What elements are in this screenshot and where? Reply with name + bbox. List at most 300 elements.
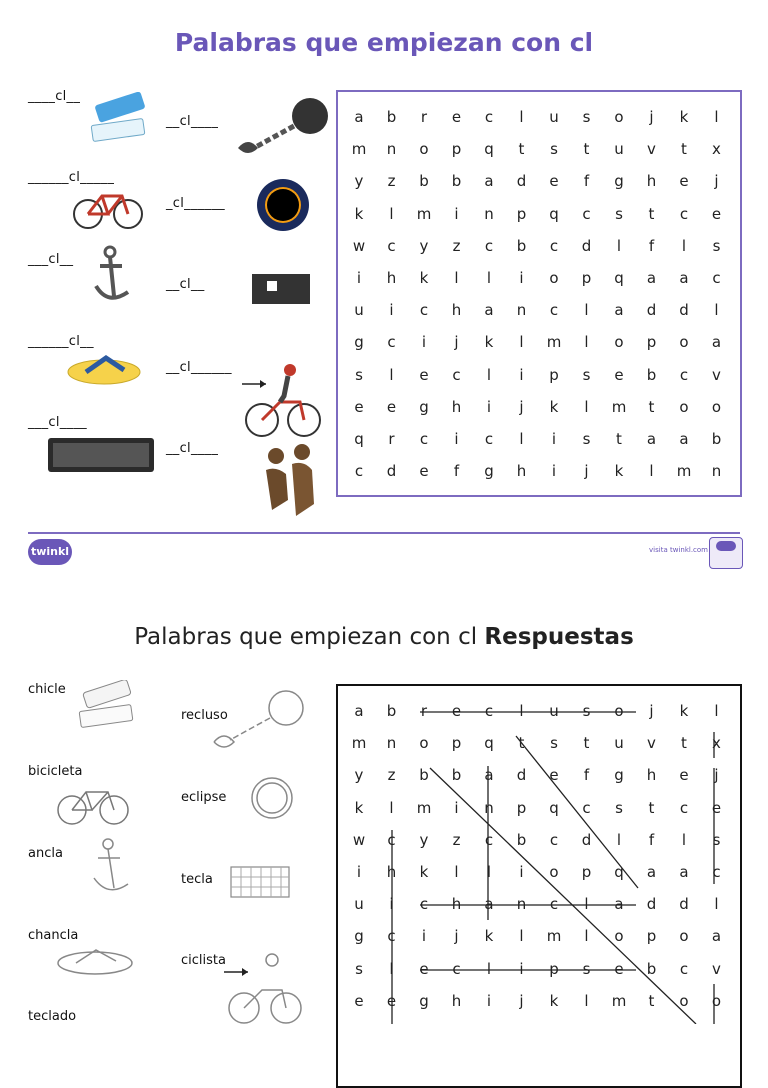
grid-letter: u	[354, 301, 364, 320]
grid-letter: g	[614, 172, 624, 191]
grid-letter: o	[614, 108, 624, 126]
grid-letter: o	[614, 702, 624, 720]
word-blank: __cl____	[166, 441, 219, 456]
grid-letter: y	[419, 236, 429, 255]
grid-letter: p	[549, 365, 559, 384]
grid-letter: e	[614, 365, 624, 384]
key-icon	[230, 866, 290, 898]
grid-letter: c	[419, 430, 429, 448]
grid-letter: c	[679, 798, 689, 817]
grid-letter: l	[681, 236, 687, 255]
grid-letter: t	[681, 734, 687, 753]
grid-letter: k	[419, 863, 429, 881]
grid-letter: s	[582, 702, 591, 720]
grid-letter: e	[549, 766, 559, 785]
answer-strike-lines	[336, 684, 740, 1024]
grid-letter: l	[584, 333, 589, 352]
grid-letter: l	[584, 301, 589, 320]
grid-letter: e	[386, 397, 397, 416]
grid-letter: c	[387, 236, 396, 255]
grid-letter: e	[419, 959, 429, 978]
grid-letter: a	[484, 301, 494, 320]
grid-letter: l	[714, 108, 719, 126]
grid-letter: n	[484, 204, 494, 223]
grid-letter: c	[484, 702, 494, 720]
grid-letter: q	[614, 269, 624, 287]
grid-letter: o	[711, 397, 722, 416]
grid-letter: x	[712, 140, 721, 159]
grid-letter: l	[714, 301, 719, 320]
quality-badge-icon	[709, 537, 743, 569]
bicycle-icon	[56, 782, 130, 828]
grid-letter: b	[516, 830, 527, 849]
grid-letter: t	[648, 204, 655, 223]
grid-letter: c	[549, 236, 559, 255]
grid-letter: a	[646, 430, 657, 448]
grid-letter: c	[484, 830, 494, 849]
word-blank: __cl______	[166, 360, 232, 375]
grid-letter: a	[614, 895, 624, 914]
grid-letter: i	[356, 863, 362, 881]
grid-letter: h	[646, 766, 657, 785]
grid-letter: a	[614, 301, 624, 320]
word-blank: ______cl__	[28, 334, 94, 349]
grid-letter: l	[584, 895, 589, 914]
grid-letter: c	[484, 430, 494, 448]
grid-letter: g	[614, 766, 624, 785]
grid-letter: i	[454, 430, 459, 448]
grid-letter: e	[711, 204, 722, 223]
grid-letter: t	[648, 397, 655, 416]
grid-letter: u	[614, 140, 624, 159]
grid-letter: l	[454, 269, 459, 287]
grid-letter: q	[549, 798, 559, 817]
grid-letter: n	[386, 140, 397, 159]
answer-word: teclado	[28, 1009, 77, 1024]
grid-letter: n	[484, 798, 494, 817]
grid-letter: h	[646, 172, 657, 191]
grid-letter: q	[484, 734, 494, 753]
grid-letter: s	[712, 830, 721, 849]
grid-letter: p	[581, 863, 592, 881]
grid-letter: l	[486, 269, 492, 287]
grid-letter: d	[646, 895, 657, 914]
grid-letter: u	[549, 108, 559, 126]
grid-letter: z	[387, 172, 396, 191]
grid-letter: m	[416, 798, 432, 817]
flip-flop-icon	[56, 944, 134, 978]
grid-letter: l	[714, 702, 719, 720]
grid-letter: k	[679, 702, 689, 720]
grid-letter: s	[615, 204, 623, 223]
grid-letter: b	[419, 766, 429, 785]
grid-letter: s	[355, 959, 363, 978]
grid-letter: o	[614, 333, 624, 352]
grid-letter: b	[711, 430, 722, 448]
grid-letter: u	[549, 702, 559, 720]
word-blank: ___cl__	[28, 252, 74, 267]
grid-letter: a	[711, 927, 722, 946]
grid-letter: u	[354, 895, 364, 914]
grid-letter: i	[486, 991, 492, 1010]
grid-letter: f	[583, 766, 590, 785]
grid-letter: i	[389, 895, 394, 914]
grid-letter: f	[583, 172, 590, 191]
grid-letter: k	[679, 108, 689, 126]
grid-letter: d	[679, 301, 689, 320]
grid-letter: e	[549, 172, 559, 191]
grid-letter: a	[354, 702, 364, 720]
grid-letter: p	[516, 204, 527, 223]
grid-letter: j	[649, 702, 654, 720]
grid-letter: k	[549, 991, 559, 1010]
grid-letter: b	[646, 959, 657, 978]
grid-letter: c	[452, 365, 461, 384]
grid-letter: l	[486, 365, 492, 384]
grid-letter: i	[551, 430, 557, 448]
grid-letter: e	[354, 991, 364, 1010]
grid-letter: h	[451, 397, 462, 416]
grid-letter: l	[584, 927, 589, 946]
bicycle-icon	[72, 186, 144, 232]
grid-letter: e	[419, 462, 429, 481]
grid-letter: b	[451, 766, 462, 785]
answers-title	[0, 624, 768, 650]
grid-letter: u	[614, 734, 624, 753]
anchor-icon	[88, 244, 134, 310]
grid-letter: l	[486, 959, 492, 978]
grid-letter: j	[454, 927, 459, 946]
keyboard-icon	[48, 438, 154, 472]
grid-letter: a	[679, 269, 689, 287]
grid-letter: i	[486, 397, 492, 416]
grid-letter: c	[419, 301, 429, 320]
grid-letter: e	[614, 959, 624, 978]
grid-letter: c	[419, 895, 429, 914]
visit-link[interactable]: visita twinkl.com	[649, 546, 708, 554]
grid-letter: i	[519, 959, 524, 978]
grid-letter: q	[354, 430, 364, 448]
grid-letter: t	[518, 734, 525, 753]
grid-letter: m	[611, 991, 627, 1010]
grid-letter: c	[452, 959, 461, 978]
word-blank: ____cl__	[28, 89, 81, 104]
answer-word: bicicleta	[28, 764, 83, 779]
grid-letter: g	[419, 397, 429, 416]
cyclist-icon	[240, 362, 324, 440]
grid-letter: i	[551, 462, 557, 481]
grid-letter: s	[582, 108, 591, 126]
grid-letter: q	[614, 863, 624, 881]
grid-letter: c	[387, 830, 396, 849]
grid-letter: j	[649, 108, 654, 126]
grid-letter: l	[389, 365, 394, 384]
grid-letter: b	[386, 702, 397, 720]
grid-letter: i	[421, 927, 427, 946]
grid-letter: l	[519, 702, 524, 720]
grid-letter: k	[614, 462, 624, 481]
grid-letter: a	[646, 863, 657, 881]
grid-letter: h	[451, 895, 462, 914]
grid-letter: r	[388, 430, 395, 448]
grid-letter: o	[679, 991, 689, 1010]
grid-letter: p	[451, 140, 462, 159]
grid-letter: l	[454, 863, 459, 881]
grid-letter: i	[389, 301, 394, 320]
grid-letter: a	[354, 108, 364, 126]
grid-letter: v	[647, 734, 656, 753]
grid-letter: l	[584, 397, 589, 416]
grid-letter: s	[582, 959, 591, 978]
grid-letter: s	[550, 734, 558, 753]
grid-letter: f	[648, 236, 655, 255]
grid-letter: s	[582, 365, 591, 384]
grid-letter: m	[351, 140, 367, 159]
grid-letter: c	[712, 863, 721, 881]
answer-word: tecla	[181, 872, 213, 887]
grid-letter: c	[549, 830, 559, 849]
grid-letter: j	[714, 172, 719, 191]
grid-letter: z	[387, 766, 396, 785]
grid-letter: o	[549, 863, 559, 881]
grid-letter: n	[516, 895, 527, 914]
grid-letter: i	[519, 269, 524, 287]
grid-letter: m	[676, 462, 692, 481]
grid-letter: b	[646, 365, 657, 384]
grid-letter: c	[354, 462, 364, 481]
grid-letter: k	[354, 204, 364, 223]
grid-letter: c	[679, 959, 689, 978]
grid-letter: p	[549, 959, 559, 978]
cyclist-icon	[222, 952, 306, 1024]
grid-letter: k	[484, 927, 494, 946]
grid-letter: b	[419, 172, 429, 191]
grid-letter: i	[356, 269, 362, 287]
grid-letter: a	[679, 430, 689, 448]
anchor-icon	[88, 836, 132, 902]
word-blank: __cl__	[166, 277, 205, 292]
grid-letter: p	[516, 798, 527, 817]
grid-letter: e	[711, 798, 722, 817]
grid-letter: h	[451, 301, 462, 320]
grid-letter: l	[616, 236, 622, 255]
grid-letter: m	[546, 927, 562, 946]
grid-letter: l	[519, 333, 524, 352]
chewing-gum-icon	[76, 680, 138, 736]
grid-letter: g	[484, 462, 494, 481]
grid-letter: c	[712, 269, 721, 287]
grid-letter: g	[354, 333, 364, 352]
grid-letter: c	[582, 204, 591, 223]
grid-letter: k	[484, 333, 494, 352]
grid-letter: j	[519, 991, 524, 1010]
grid-letter: h	[516, 462, 527, 481]
grid-letter: t	[583, 734, 590, 753]
grid-letter: l	[681, 830, 687, 849]
grid-letter: d	[581, 236, 592, 255]
grid-letter: i	[519, 365, 524, 384]
grid-letter: l	[519, 927, 524, 946]
grid-letter: m	[546, 333, 562, 352]
grid-letter: w	[352, 830, 366, 849]
grid-letter: f	[453, 462, 460, 481]
answer-word: ciclista	[181, 953, 226, 968]
eclipse-icon	[250, 776, 294, 820]
grid-letter: l	[519, 108, 524, 126]
answer-word: ancla	[28, 846, 63, 861]
answers-title-prefix: Palabras que empiezan con cl	[134, 624, 478, 650]
grid-letter: c	[679, 365, 689, 384]
twinkl-logo: twinkl	[28, 539, 72, 565]
grid-letter: n	[711, 462, 722, 481]
word-blank: ___cl____	[28, 415, 87, 430]
grid-letter: c	[387, 333, 396, 352]
grid-letter: h	[386, 863, 397, 881]
grid-letter: t	[648, 798, 655, 817]
grid-letter: y	[354, 766, 364, 785]
grid-letter: c	[484, 236, 494, 255]
grid-letter: e	[451, 702, 462, 720]
grid-letter: j	[714, 766, 719, 785]
grid-letter: e	[386, 991, 397, 1010]
grid-letter: t	[518, 140, 525, 159]
ball-and-chain-icon	[208, 690, 306, 756]
grid-letter: n	[386, 734, 397, 753]
grid-letter: b	[386, 108, 397, 126]
word-blank: ______cl_____	[28, 170, 115, 185]
key-icon	[252, 274, 310, 304]
grid-letter: y	[419, 830, 429, 849]
grid-letter: l	[714, 895, 719, 914]
grid-letter: a	[646, 269, 657, 287]
footer-divider	[28, 532, 740, 534]
answers-title-bold: Respuestas	[484, 624, 634, 650]
grid-letter: f	[648, 830, 655, 849]
grid-letter: e	[419, 365, 429, 384]
grid-letter: l	[389, 204, 394, 223]
worksheet-title: Palabras que empiezan con cl	[174, 28, 594, 57]
grid-letter: j	[519, 397, 524, 416]
grid-letter: d	[386, 462, 397, 481]
grid-letter: t	[616, 430, 622, 448]
grid-letter: e	[679, 766, 689, 785]
grid-letter: x	[712, 734, 721, 753]
grid-letter: v	[712, 365, 721, 384]
grid-letter: k	[419, 269, 429, 287]
grid-letter: q	[484, 140, 494, 159]
grid-letter: w	[352, 236, 366, 255]
flip-flop-icon	[66, 352, 142, 388]
grid-letter: j	[584, 462, 589, 481]
grid-letter: v	[712, 959, 721, 978]
grid-letter: b	[451, 172, 462, 191]
grid-letter: a	[679, 863, 689, 881]
grid-letter: a	[484, 766, 494, 785]
grid-letter: r	[420, 108, 428, 126]
grid-letter: a	[484, 172, 494, 191]
grid-letter: g	[419, 991, 429, 1010]
grid-letter: p	[451, 734, 462, 753]
grid-letter: i	[454, 204, 459, 223]
grid-letter: i	[454, 798, 459, 817]
grid-letter: o	[679, 927, 689, 946]
answer-word: chicle	[28, 682, 66, 697]
word-blank: __cl____	[166, 114, 219, 129]
grid-letter: z	[452, 236, 461, 255]
grid-letter: n	[516, 301, 527, 320]
grid-letter: d	[516, 172, 527, 191]
grid-letter: l	[584, 991, 589, 1010]
grid-letter: l	[649, 462, 654, 481]
grid-letter: d	[516, 766, 527, 785]
grid-letter: l	[389, 798, 394, 817]
grid-letter: t	[583, 140, 590, 159]
grid-letter: b	[516, 236, 527, 255]
grid-letter: e	[451, 108, 462, 126]
grid-letter: s	[550, 140, 558, 159]
grid-letter: o	[419, 140, 429, 159]
grid-letter: q	[549, 204, 559, 223]
grid-letter: c	[549, 895, 559, 914]
prisoners-icon	[252, 440, 322, 526]
grid-letter: e	[354, 397, 364, 416]
grid-letter: s	[355, 365, 363, 384]
grid-letter: m	[351, 734, 367, 753]
grid-letter: c	[679, 204, 689, 223]
grid-letter: r	[420, 702, 428, 720]
chewing-gum-icon	[88, 92, 150, 150]
word-blank: _cl______	[166, 196, 225, 211]
grid-letter: z	[452, 830, 461, 849]
grid-letter: t	[681, 140, 687, 159]
grid-letter: d	[581, 830, 592, 849]
grid-letter: m	[416, 204, 432, 223]
grid-letter: c	[549, 301, 559, 320]
grid-letter: g	[354, 927, 364, 946]
grid-letter: p	[646, 927, 657, 946]
grid-letter: s	[615, 798, 623, 817]
grid-letter: p	[581, 269, 592, 287]
grid-letter: o	[679, 397, 689, 416]
grid-letter: i	[519, 863, 524, 881]
grid-letter: a	[711, 333, 722, 352]
grid-letter: s	[712, 236, 721, 255]
grid-letter: o	[614, 927, 624, 946]
grid-letter: p	[646, 333, 657, 352]
grid-letter: l	[389, 959, 394, 978]
grid-letter: m	[611, 397, 627, 416]
grid-letter: c	[582, 798, 591, 817]
grid-letter: d	[679, 895, 689, 914]
grid-letter: l	[519, 430, 524, 448]
ball-and-chain-icon	[232, 96, 330, 162]
grid-letter: c	[387, 927, 396, 946]
grid-letter: y	[354, 172, 364, 191]
eclipse-icon	[256, 178, 310, 232]
grid-letter: t	[648, 991, 655, 1010]
grid-letter: o	[549, 269, 559, 287]
answer-word: eclipse	[181, 790, 227, 805]
grid-letter: j	[454, 333, 459, 352]
grid-letter: h	[386, 269, 397, 287]
grid-letter: d	[646, 301, 657, 320]
grid-letter: k	[549, 397, 559, 416]
grid-letter: e	[679, 172, 689, 191]
grid-letter: c	[484, 108, 494, 126]
grid-letter: o	[711, 991, 722, 1010]
grid-letter: o	[679, 333, 689, 352]
grid-letter: l	[616, 830, 622, 849]
